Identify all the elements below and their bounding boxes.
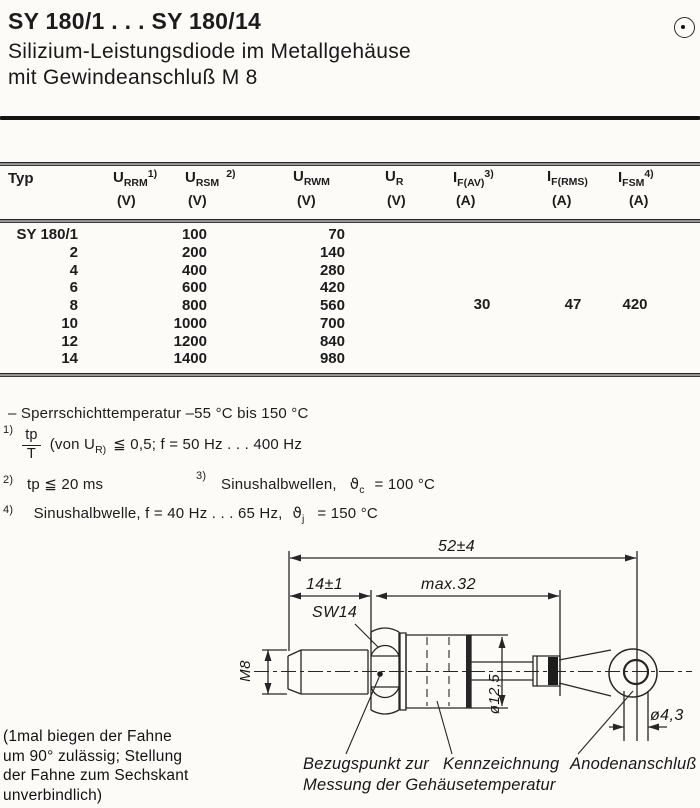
cell-urrm-ursm: 100	[181, 226, 207, 243]
thread-size-label: M8	[237, 660, 254, 682]
cell-urwm: 420	[319, 279, 345, 297]
header-rule	[0, 116, 700, 120]
registration-mark-icon	[674, 17, 695, 38]
bend-remark-line: der Fahne zum Sechskant	[3, 767, 189, 784]
table-row	[0, 315, 700, 333]
shared-value-ifsm: 420	[622, 296, 648, 313]
table-row	[0, 350, 700, 368]
cell-typ: 14	[61, 350, 78, 368]
unit-ur: (V)	[387, 192, 406, 208]
cell-urwm: 980	[319, 350, 345, 368]
unit-ursm: (V)	[188, 192, 207, 208]
column-header-ursm: $U_{RSM}^{2)}$	[185, 168, 236, 189]
footnote-4-text: Sinushalbwelle, f = 40 Hz . . . 65 Hz, $ϑ_j = 150$ °C	[33, 504, 378, 525]
table-row	[0, 297, 700, 315]
footnote-4-marker: 4)	[3, 504, 14, 516]
cell-urwm: 70	[328, 226, 345, 243]
cell-typ: 8	[69, 297, 78, 314]
bend-remark-line: (1mal biegen der Fahne	[3, 728, 172, 745]
footnote-2-marker: 2)	[3, 474, 14, 486]
dimension-thread-length: 14±1	[306, 576, 344, 593]
cell-typ: 4	[69, 261, 78, 279]
table-rule-bottom	[0, 373, 700, 377]
table-row	[0, 262, 700, 280]
cell-urwm: 560	[319, 297, 345, 314]
cell-urrm-ursm: 600	[181, 279, 207, 297]
cell-typ: 2	[69, 243, 78, 261]
table-rule-header	[0, 219, 700, 223]
page-subtitle-line-1: Silizium-Leistungsdiode im Metallgehäuse	[8, 40, 412, 63]
footnote-3-marker: 3)	[196, 470, 207, 482]
page-title: SY 180/1 . . . SY 180/14	[8, 8, 262, 34]
column-header-urwm: $U_{RWM}$	[293, 168, 330, 188]
dimension-overall-length: 52±4	[438, 538, 476, 555]
reference-point-label-line-2: Messung der Gehäusetemperatur	[303, 776, 556, 794]
body-diameter-label: ø12,5	[486, 673, 503, 715]
unit-urrm: (V)	[117, 192, 136, 208]
cell-urrm-ursm: 400	[181, 261, 207, 279]
column-header-ifsm: $I_{FSM}^{4)}$	[618, 168, 654, 189]
column-header-ifrms: $I_{F(RMS)}$	[547, 168, 588, 188]
bend-remark	[3, 727, 189, 805]
column-header-ifav: $I_{F(AV)}^{3)}$	[453, 168, 494, 189]
registration-dot-icon	[681, 25, 685, 29]
footnote-1	[3, 424, 303, 462]
footnote-3-text: Sinushalbwellen, $ϑ_c = 100$ °C	[221, 475, 436, 496]
cell-typ: SY 180/1	[16, 226, 78, 243]
footnote-4	[3, 504, 378, 525]
unit-urwm: (V)	[297, 192, 316, 208]
cell-typ: 12	[61, 332, 78, 350]
table-row	[0, 279, 700, 297]
footnote-2-text: tp ≦ 20 ms	[27, 476, 104, 493]
cell-urwm: 700	[319, 314, 345, 332]
footnote-1-text: (von $U_{R)}$ ≦ 0,5; f = 50 Hz . . . 400 Hz	[49, 435, 303, 456]
table-row	[0, 244, 700, 262]
cell-urrm-ursm: 1200	[173, 332, 207, 350]
column-header-ur: $U_R$	[385, 168, 404, 188]
cell-urrm-ursm: 1400	[173, 350, 207, 368]
cell-urrm-ursm: 1000	[173, 314, 207, 332]
cell-urwm: 840	[319, 332, 345, 350]
anode-connection-label: Anodenanschluß	[570, 755, 697, 773]
unit-ifsm: (A)	[629, 192, 649, 208]
footnote-2-3	[3, 470, 603, 496]
note-temperature-range: – Sperrschichttemperatur –55 °C bis 150 °C	[8, 405, 309, 422]
column-header-typ: Typ	[8, 170, 34, 187]
shared-value-ifav: 30	[473, 296, 491, 313]
unit-ifav: (A)	[456, 192, 476, 208]
shared-value-ifrms: 47	[564, 296, 582, 313]
reference-point-label-line-1: Bezugspunkt zur	[303, 755, 429, 773]
unit-ifrms: (A)	[552, 192, 572, 208]
cell-typ: 6	[69, 279, 78, 297]
table-row	[0, 226, 700, 244]
hole-diameter-label: ø4,3	[650, 707, 684, 724]
column-header-urrm: $U_{RRM}^{1)}$	[113, 168, 158, 189]
hex-wrench-size-label: SW14	[312, 604, 358, 621]
table-rule-top	[0, 162, 700, 166]
page-subtitle-line-2: mit Gewindeanschluß M 8	[8, 66, 258, 89]
cell-urrm-ursm: 200	[181, 243, 207, 261]
cell-urwm: 140	[319, 243, 345, 261]
cell-urwm: 280	[319, 261, 345, 279]
duty-cycle-fraction: $\frac{tp}{T}$	[22, 428, 41, 462]
table-body	[0, 226, 700, 368]
marking-label: Kennzeichnung	[443, 755, 560, 773]
table-row	[0, 333, 700, 351]
dimension-body-length: max.32	[421, 576, 476, 593]
bend-remark-line: unverbindlich)	[3, 786, 103, 804]
footnote-1-marker: 1)	[3, 424, 14, 436]
cell-typ: 10	[61, 314, 78, 332]
cell-urrm-ursm: 800	[181, 297, 207, 314]
bend-remark-line: um 90° zulässig; Stellung	[3, 747, 183, 765]
